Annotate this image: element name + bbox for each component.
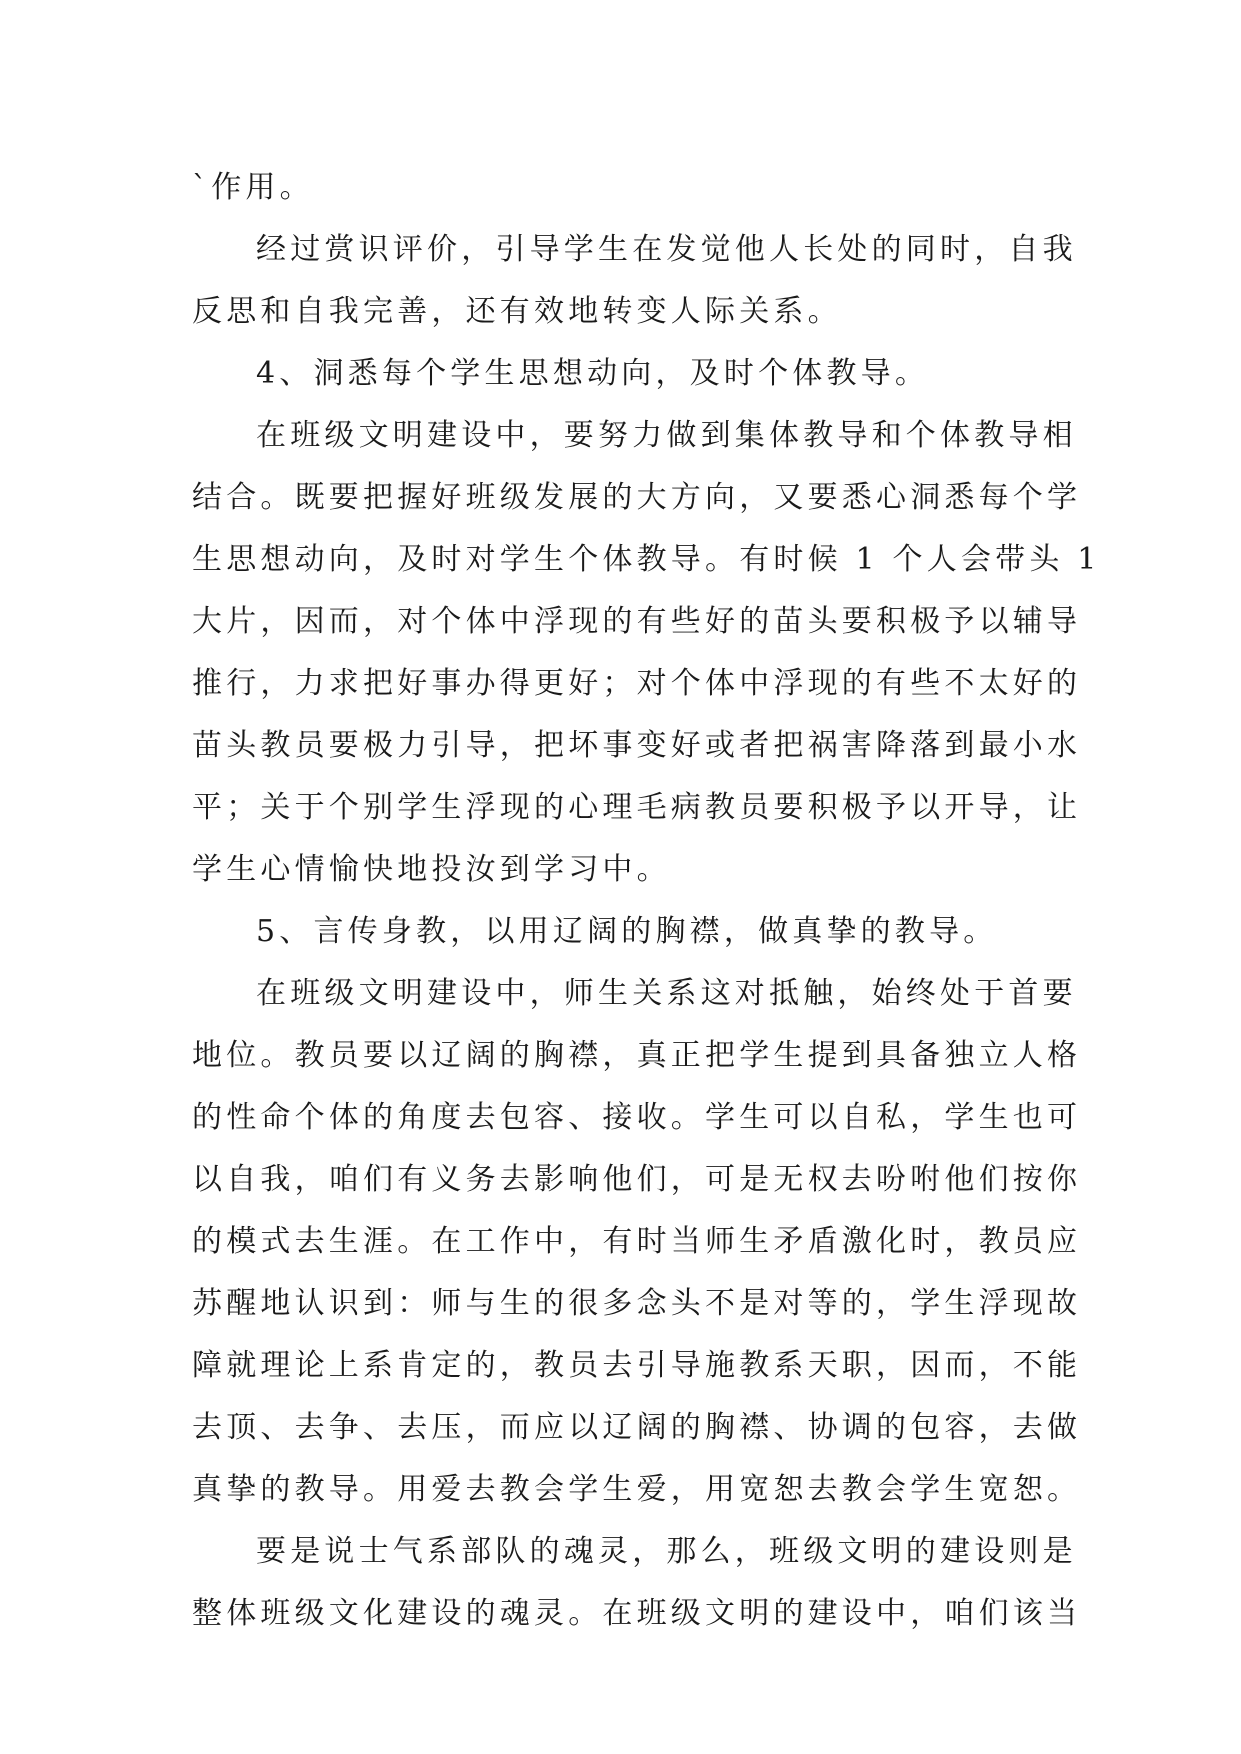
section-heading: 5、言传身教，以用辽阔的胸襟，做真挚的教导。 bbox=[256, 914, 998, 949]
text-line: 在班级文明建设中，要努力做到集体教导和个体教导相 bbox=[256, 418, 1077, 453]
text-line: 真挚的教导。用爱去教会学生爱，用宽恕去教会学生宽恕。 bbox=[192, 1472, 1082, 1507]
text-line: 要是说士气系部队的魂灵，那么，班级文明的建设则是 bbox=[256, 1534, 1077, 1569]
text-line: 经过赏识评价，引导学生在发觉他人长处的同时，自我 bbox=[256, 232, 1077, 267]
text-line: 的模式去生涯。在工作中，有时当师生矛盾激化时，教员应 bbox=[192, 1224, 1082, 1259]
text-line: 学生心情愉快地投汝到学习中。 bbox=[192, 852, 671, 887]
text-line: 反思和自我完善，还有效地转变人际关系。 bbox=[192, 294, 842, 329]
text-line: 平；关于个别学生浮现的心理毛病教员要积极予以开导，让 bbox=[192, 790, 1082, 825]
text-line: 以自我，咱们有义务去影响他们，可是无权去吩咐他们按你 bbox=[192, 1162, 1082, 1197]
text-line: 推行，力求把好事办得更好；对个体中浮现的有些不太好的 bbox=[192, 666, 1082, 701]
text-line: 去顶、去争、去压，而应以辽阔的胸襟、协调的包容，去做 bbox=[192, 1410, 1082, 1445]
text-line: 地位。教员要以辽阔的胸襟，真正把学生提到具备独立人格 bbox=[192, 1038, 1082, 1073]
text-line: 大片，因而，对个体中浮现的有些好的苗头要积极予以辅导 bbox=[192, 604, 1082, 639]
text-line: 在班级文明建设中，师生关系这对抵触，始终处于首要 bbox=[256, 976, 1077, 1011]
text-line: 结合。既要把握好班级发展的大方向，又要悉心洞悉每个学 bbox=[192, 480, 1082, 515]
text-line: 生思想动向，及时对学生个体教导。有时候 1 个人会带头 1 bbox=[192, 542, 1101, 577]
body-text bbox=[192, 157, 1101, 1645]
text-line: 整体班级文化建设的魂灵。在班级文明的建设中，咱们该当 bbox=[192, 1596, 1082, 1631]
text-line: 的性命个体的角度去包容、接收。学生可以自私，学生也可 bbox=[192, 1100, 1082, 1135]
text-line: `作用。 bbox=[192, 170, 314, 205]
text-line: 障就理论上系肯定的，教员去引导施教系天职，因而，不能 bbox=[192, 1348, 1082, 1383]
text-line: 苏醒地认识到：师与生的很多念头不是对等的，学生浮现故 bbox=[192, 1286, 1082, 1321]
section-heading: 4、洞悉每个学生思想动向，及时个体教导。 bbox=[256, 356, 930, 391]
text-line: 苗头教员要极力引导，把坏事变好或者把祸害降落到最小水 bbox=[192, 728, 1082, 763]
